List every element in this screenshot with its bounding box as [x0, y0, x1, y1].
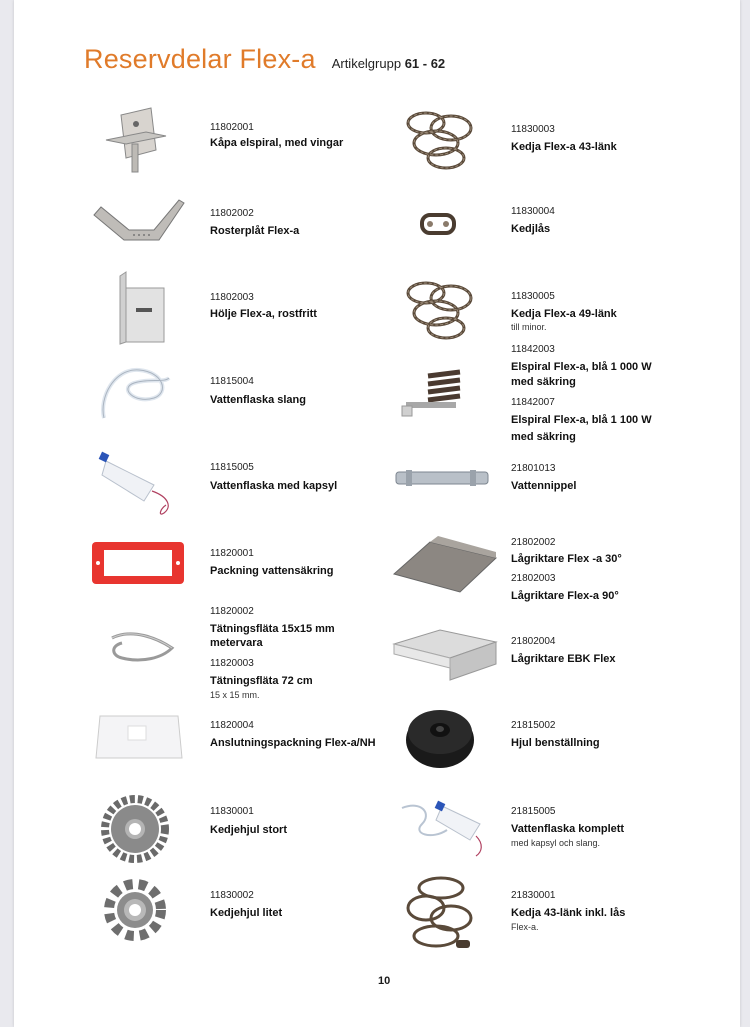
item-code: 11815005 [210, 462, 254, 473]
item-code: 21801013 [511, 463, 556, 474]
catalog-page [14, 0, 740, 1027]
item-name: Vattenflaska komplett [511, 823, 625, 835]
item-code: 21815002 [511, 720, 556, 731]
item-name: Kedjehjul litet [210, 907, 283, 919]
sealing-braid-image [102, 618, 182, 678]
item-name: Elspiral Flex-a, blå 1 100 W [511, 414, 652, 426]
item-code: 11842007 [511, 397, 555, 408]
item-name: Tätningsfläta 72 cm [210, 675, 313, 687]
item-name-line2: metervara [210, 637, 263, 649]
item-name: Elspiral Flex-a, blå 1 000 W [511, 361, 652, 373]
page-number: 10 [378, 975, 391, 987]
housing-image [112, 268, 172, 348]
item-code: 11820001 [210, 548, 254, 559]
heater-cover-image [96, 100, 176, 180]
heating-coil-image [398, 362, 488, 432]
item-code: 11830004 [511, 206, 555, 217]
water-bottle-complete-image [392, 794, 492, 860]
item-code: 11820002 [210, 606, 254, 617]
chain-49-image [396, 268, 486, 348]
chain-43-image [396, 98, 486, 178]
item-name: Lågriktare Flex-a 90° [511, 590, 619, 602]
item-code: 11830005 [511, 291, 555, 302]
item-code: 21802003 [511, 573, 556, 584]
item-name: Vattennippel [511, 480, 577, 492]
gasket-image [88, 538, 188, 588]
item-name-line2: med säkring [511, 431, 576, 443]
item-code: 11802003 [210, 292, 254, 303]
roster-plate-image [89, 195, 189, 255]
water-nipple-image [392, 464, 492, 494]
item-note: till minor. [511, 322, 547, 332]
item-name: Hölje Flex-a, rostfritt [210, 308, 317, 320]
hose-image [94, 358, 174, 428]
item-name: Kedja 43-länk inkl. lås [511, 907, 626, 919]
wheel-image [400, 702, 480, 772]
item-note: Flex-a. [511, 922, 539, 932]
item-name: Lågriktare EBK Flex [511, 653, 616, 665]
item-code: 21830001 [511, 890, 556, 901]
item-note: med kapsyl och slang. [511, 838, 601, 848]
item-code: 11815004 [210, 376, 254, 387]
water-bottle-image [94, 445, 184, 520]
item-name: Packning vattensäkring [210, 565, 334, 577]
item-name: Rosterplåt Flex-a [210, 225, 300, 237]
page-subtitle [332, 56, 445, 71]
item-name: Kåpa elspiral, med vingar [210, 137, 344, 149]
item-code: 11820003 [210, 658, 254, 669]
item-code: 21802002 [511, 537, 556, 548]
item-name: Lågriktare Flex -a 30° [511, 553, 622, 565]
item-name: Hjul benställning [511, 737, 600, 749]
item-name: Kedjlås [511, 223, 551, 235]
item-name: Vattenflaska slang [210, 394, 306, 406]
item-name: Anslutningspackning Flex-a/NH [210, 737, 376, 749]
subtitle-prefix: Artikelgrupp [331, 56, 402, 71]
item-code: 11830002 [210, 890, 254, 901]
item-name: Vattenflaska med kapsyl [210, 480, 338, 492]
item-name: Kedja Flex-a 43-länk [511, 141, 617, 153]
page-title: Reservdelar Flex-a [84, 44, 316, 74]
chain-lock-image [418, 205, 458, 245]
item-name-line2: med säkring [511, 376, 576, 388]
item-name: Kedja Flex-a 49-länk [511, 308, 617, 320]
subtitle-range: 61 - 62 [404, 56, 446, 71]
item-name: Tätningsfläta 15x15 mm [210, 623, 335, 635]
item-code: 11802002 [210, 208, 254, 219]
item-name: Kedjehjul stort [210, 824, 288, 836]
deflector-ebk-image [390, 624, 500, 684]
item-code: 11802001 [210, 122, 254, 133]
connection-gasket-image [94, 712, 184, 762]
large-sprocket-image [100, 794, 170, 864]
item-note: 15 x 15 mm. [210, 690, 260, 700]
deflector-30-image [390, 534, 500, 604]
item-code: 11842003 [511, 344, 555, 355]
chain-43-lock-image [396, 868, 486, 958]
item-code: 11830001 [210, 806, 254, 817]
page-header [84, 44, 445, 75]
item-code: 21802004 [511, 636, 556, 647]
item-code: 11820004 [210, 720, 254, 731]
small-sprocket-image [100, 875, 170, 945]
item-code: 11830003 [511, 124, 555, 135]
item-code: 21815005 [511, 806, 556, 817]
